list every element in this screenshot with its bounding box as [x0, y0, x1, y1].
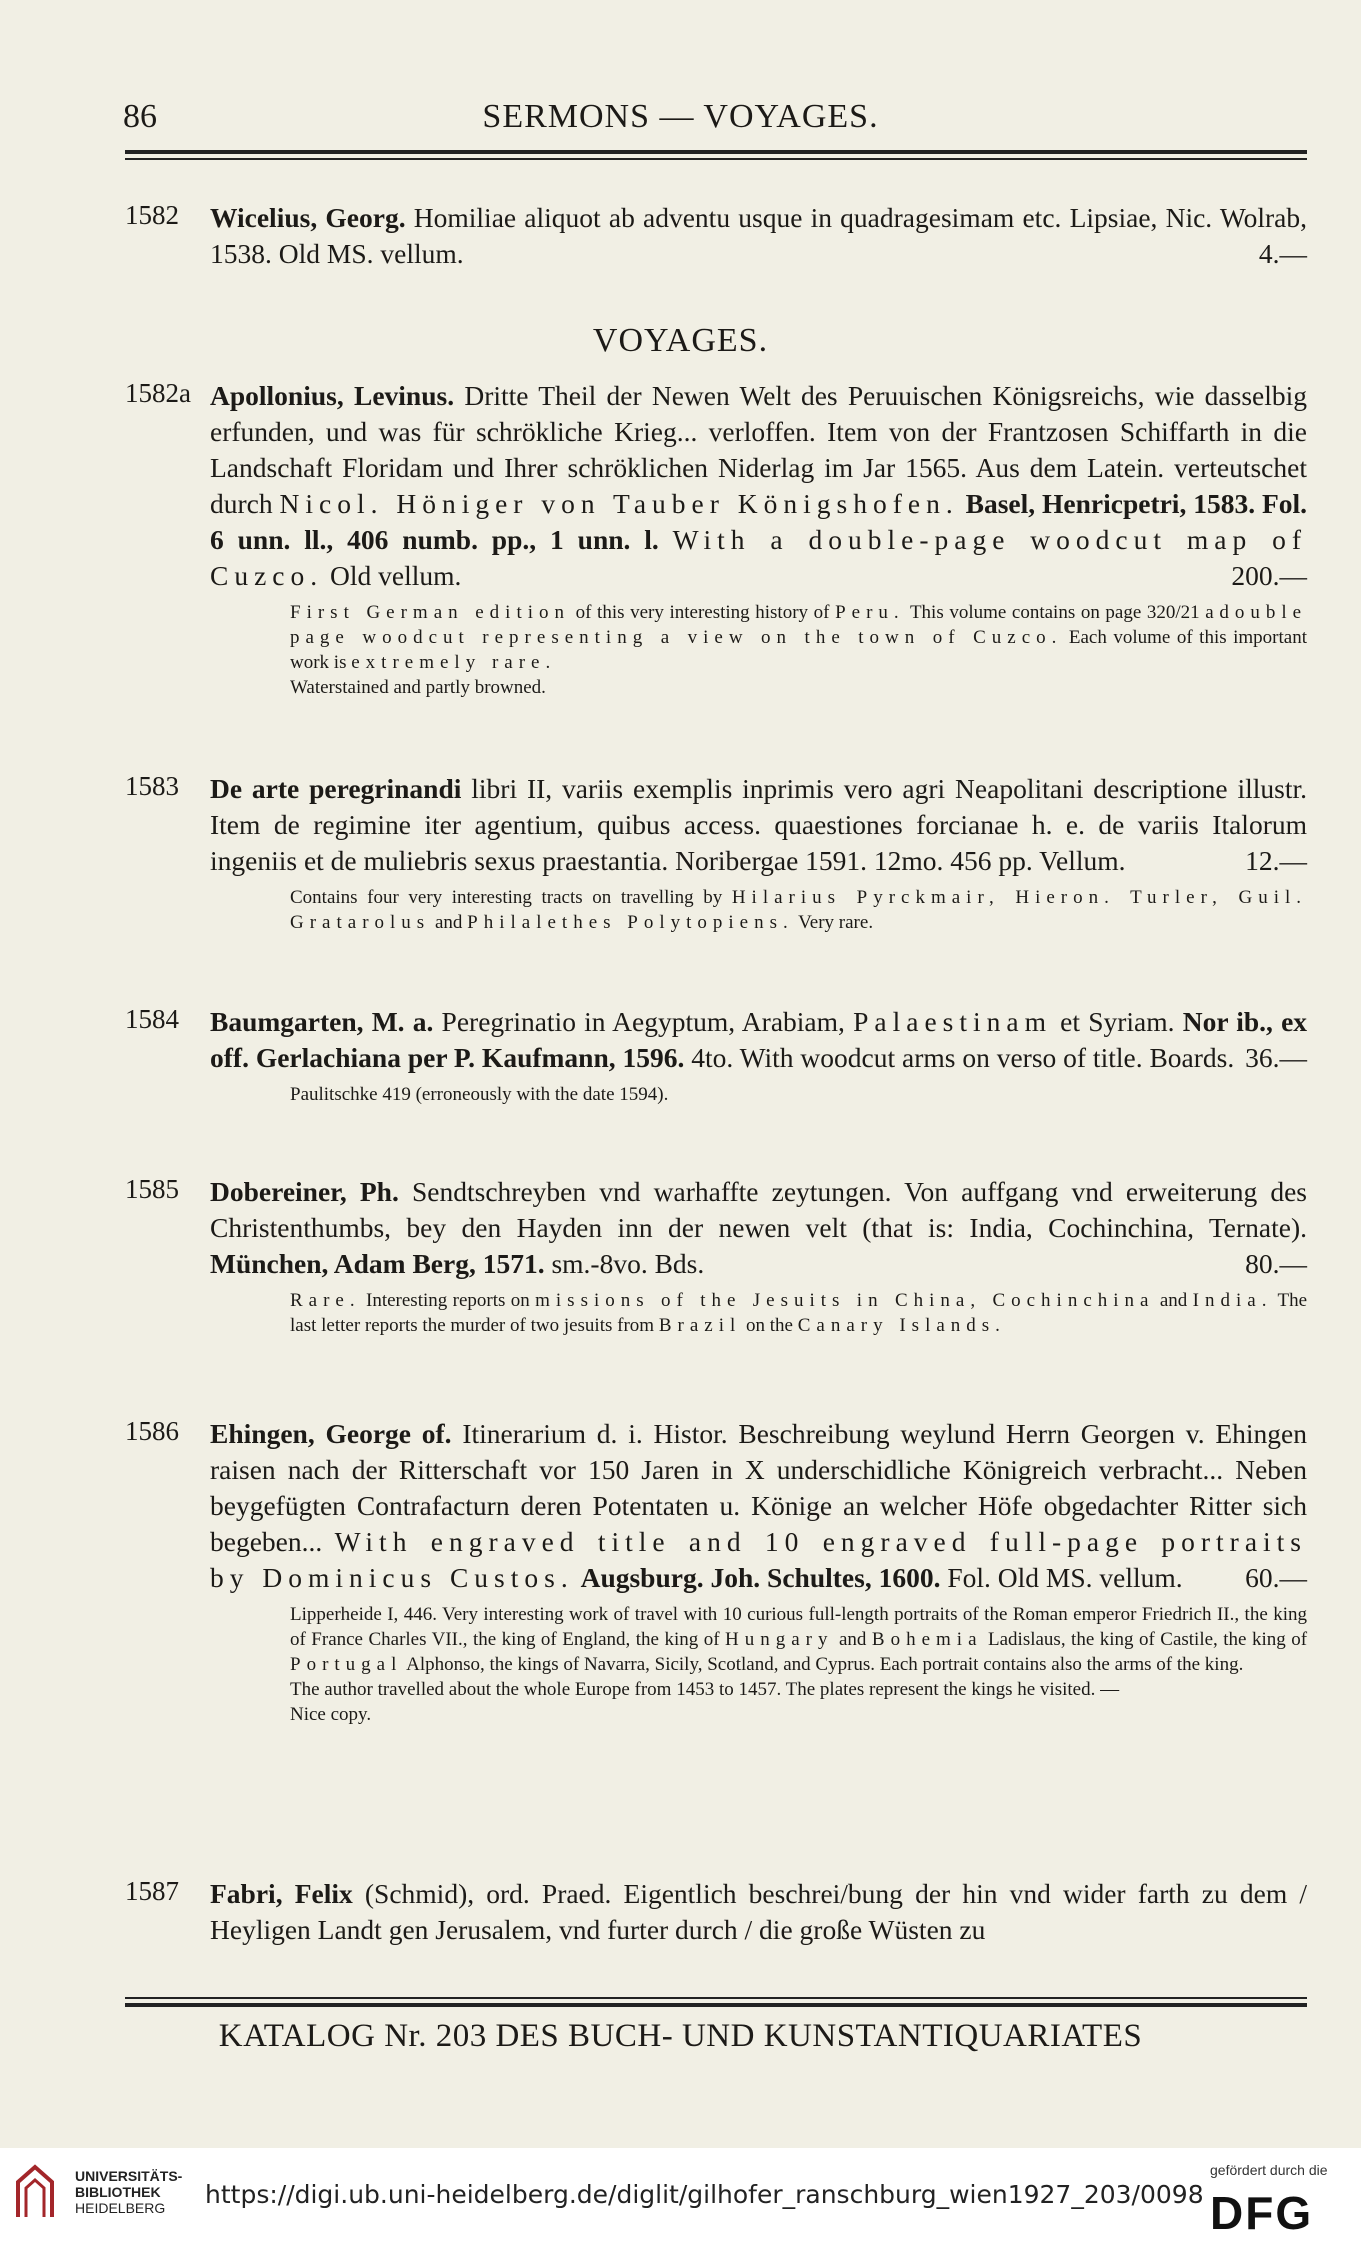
entry-note: First German edition of this very interesting history of Peru. This volume contains on page 320/21 a double page woodcut representing a view on the town of Cuzco. Each volume of this important work is extremely rare.	[290, 602, 1308, 673]
catalog-footer: KATALOG Nr. 203 DES BUCH- UND KUNSTANTIQUARIATES	[218, 2018, 1143, 2054]
section-title: VOYAGES.	[592, 322, 769, 359]
entry-author: Baumgarten, M. a.	[210, 1006, 434, 1037]
funding-label: gefördert durch die	[1210, 2162, 1328, 2178]
entry-1587	[125, 1876, 1307, 1948]
entry-1582	[125, 200, 1307, 272]
entry-price: 12.—	[1245, 845, 1307, 876]
entry-number: 1587	[125, 1876, 179, 1906]
footer-rule-thin	[125, 1997, 1307, 1999]
entry-price: 200.—	[1231, 560, 1307, 591]
entry-price: 4.—	[1258, 238, 1307, 269]
entry-note-condition: Waterstained and partly browned.	[290, 677, 546, 698]
entry-body: Wicelius, Georg. Homiliae aliquot ab adventu usque in quadragesimam etc. Lipsiae, Nic. Wolrab, 1538. Old MS. vellum. 4.—	[210, 200, 1307, 272]
entry-author: Apollonius, Levinus.	[210, 380, 455, 411]
entry-body: De arte peregrinandi libri II, variis exemplis inprimis vero agri Neapolitani descriptione illustr. Item de regimine iter agentium, quibus access. quaestiones forcianae h. e. de variis Italorum ingeniis et de muliebris sexus praestantia. Noribergae 1591. 12mo. 456 pp. Vellum. 12.—	[210, 771, 1307, 879]
entry-note: Lipperheide I, 446. Very interesting work of travel with 10 curious full-length portraits of the Roman emperor Friedrich II., the king of France Charles VII., the king of England, the king of Hungary and Bohemia Ladislaus, the king of Castile, the king of Portugal Alphonso, the kings of Navarra, Sicily, Scotland, and Cyprus. Each portrait contains also the arms of the king.	[290, 1604, 1308, 1675]
header-rule-thin	[125, 158, 1307, 160]
entry-number: 1582a	[125, 378, 191, 408]
entry-number: 1585	[125, 1174, 179, 1204]
entry-note: Paulitschke 419 (erroneously with the date 1594).	[290, 1084, 669, 1105]
entry-price: 80.—	[1245, 1248, 1307, 1279]
entry-1585	[125, 1174, 1307, 1338]
permalink-url[interactable]: https://digi.ub.uni-heidelberg.de/diglit/gilhofer_ranschburg_wien1927_203/0098	[205, 2180, 1204, 2209]
header-rule	[125, 150, 1307, 154]
entry-body: Apollonius, Levinus. Dritte Theil der Newen Welt des Peruuischen Königsreichs, wie dasselbig erfunden, und was für schrökliche Krieg... verloffen. Item von der Frantzosen Schiffarth in die Landschaft Floridam und Ihrer schröklichen Niderlag im Jar 1565. Aus dem Latein. verteutschet durch Nicol. Höniger von Tauber Königshofen. Basel, Henricpetri, 1583. Fol. 6 unn. ll., 406 numb. pp., 1 unn. l. With a double-page woodcut map of Cuzco. Old vellum. 200.—	[210, 378, 1307, 594]
entry-1582a	[125, 378, 1307, 700]
entry-number: 1583	[125, 771, 179, 801]
entry-1586	[125, 1416, 1307, 1727]
entry-1584	[125, 1004, 1307, 1107]
entry-number: 1582	[125, 200, 179, 230]
entry-author: Fabri, Felix	[210, 1878, 353, 1909]
entry-body: Fabri, Felix (Schmid), ord. Praed. Eigentlich beschrei/bung der hin vnd wider farth zu dem / Heyligen Landt gen Jerusalem, vnd furter durch / die große Wüsten zu	[210, 1878, 1307, 1945]
entry-note-copy: Nice copy.	[290, 1704, 372, 1725]
entry-number: 1586	[125, 1416, 179, 1446]
entry-author: Dobereiner, Ph.	[210, 1176, 399, 1207]
dfg-logo-icon: DFG	[1210, 2187, 1314, 2239]
entry-author: Ehingen, George of.	[210, 1418, 452, 1449]
entry-price: 36.—	[1245, 1042, 1307, 1073]
digitization-bar	[0, 2148, 1361, 2254]
entry-author: De arte peregrinandi	[210, 773, 462, 804]
footer-rule	[125, 2003, 1307, 2007]
entry-body: Dobereiner, Ph. Sendtschreyben vnd warhaffte zeytungen. Von auffgang vnd erweiterung des Christenthumbs, bey den Hayden inn der newen velt (that is: India, Cochinchina, Ternate). München, Adam Berg, 1571. sm.-8vo. Bds. 80.—	[210, 1174, 1307, 1282]
entry-number: 1584	[125, 1004, 179, 1034]
running-title: SERMONS — VOYAGES.	[482, 98, 879, 135]
entry-note: Rare. Interesting reports on missions of the Jesuits in China, Cochinchina and India. The last letter reports the murder of two jesuits from Brazil on the Canary Islands.	[290, 1290, 1308, 1336]
entry-body: Baumgarten, M. a. Peregrinatio in Aegyptum, Arabiam, Palaestinam et Syriam. Nor ib., ex off. Gerlachiana per P. Kaufmann, 1596. 4to. With woodcut arms on verso of title. Boards. 36.—	[210, 1004, 1307, 1076]
entry-body: Ehingen, George of. Itinerarium d. i. Histor. Beschreibung weylund Herrn Georgen v. Ehingen raisen nach der Ritterschaft vor 150 Jaren in X underschidliche Königreich verbracht... Neben beygefügten Contrafacturn deren Potentaten u. Könige an welcher Höfe obgedachter Ritter sich begeben... With engraved title and 10 engraved full-page portraits by Dominicus Custos. Augsburg. Joh. Schultes, 1600. Fol. Old MS. vellum. 60.—	[210, 1416, 1307, 1596]
entry-note: Contains four very interesting tracts on travelling by Hilarius Pyrckmair, Hieron. Turler, Guil. Gratarolus and Philalethes Polytopiens. Very rare.	[290, 887, 1308, 933]
entry-note-author: The author travelled about the whole Europe from 1453 to 1457. The plates represent the kings he visited. —	[290, 1679, 1120, 1700]
entry-price: 60.—	[1245, 1562, 1307, 1593]
page-number: 86	[123, 98, 157, 135]
entry-1583	[125, 771, 1307, 935]
entry-author: Wicelius, Georg.	[210, 202, 406, 233]
library-name: UNIVERSITÄTS- BIBLIOTHEK HEIDELBERG	[75, 2168, 183, 2216]
ub-heidelberg-logo-icon	[10, 2162, 60, 2222]
